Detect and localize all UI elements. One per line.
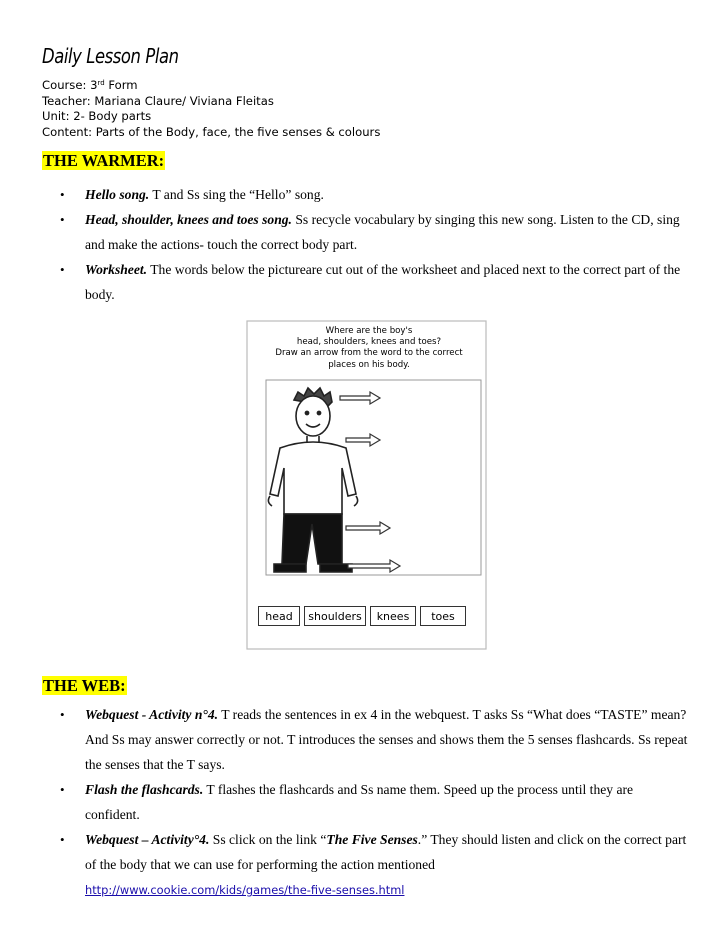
item-text: .” They should listen and click on the correct part of the body that we can use for performing the action mentioned <box>85 832 687 872</box>
course-suffix: Form <box>104 78 138 92</box>
word-toes: toes <box>420 606 466 626</box>
item-title: Hello song. <box>85 187 150 202</box>
worksheet-question-line: Draw an arrow from the word to the correct <box>275 348 463 359</box>
item-text: Ss recycle vocabulary by singing this new song. Listen to the CD, sing and make the actions- touch the correct body part. <box>85 212 680 252</box>
item-title: Flash the flashcards. <box>85 782 204 797</box>
web-list <box>60 702 690 903</box>
list-item <box>60 777 690 827</box>
teacher-line: Teacher: Mariana Claure/ Viviana Fleitas <box>42 93 274 108</box>
worksheet-image <box>244 318 489 652</box>
worksheet-question-line: places on his body. <box>328 359 410 370</box>
item-text: T flashes the flashcards and Ss name them. Speed up the process until they are confident. <box>85 782 634 822</box>
item-title: Worksheet. <box>85 262 148 277</box>
item-text: The words below the pictureare cut out of the worksheet and placed next to the correct part of the body. <box>85 262 681 302</box>
web-heading: THE WEB: <box>43 676 126 695</box>
page-title: Daily Lesson Plan <box>42 44 179 68</box>
item-emphasis: The Five Senses <box>326 832 418 847</box>
word-shoulders: shoulders <box>304 606 366 626</box>
item-title: Head, shoulder, knees and toes song. <box>85 212 292 227</box>
word-knees: knees <box>370 606 416 626</box>
list-item <box>60 257 690 307</box>
lesson-meta <box>42 76 380 140</box>
course-text: Course: 3 <box>42 78 98 92</box>
list-item <box>60 182 690 207</box>
word-head: head <box>258 606 300 626</box>
list-item <box>60 207 690 257</box>
course-line <box>42 76 380 94</box>
item-text: Ss click on the link “ <box>209 832 327 847</box>
item-text: T reads the sentences in ex 4 in the webquest. T asks Ss “What does “TASTE” mean? And Ss may answer correctly or not. T introduces the senses and shows them the 5 senses flashcards. Ss repeat the senses that the T says. <box>85 707 688 772</box>
unit-line: Unit: 2- Body parts <box>42 109 152 123</box>
item-title: Webquest - Activity n°4. <box>85 707 219 722</box>
item-title: Webquest – Activity°4. <box>85 832 210 847</box>
warmer-heading: THE WARMER: <box>43 151 165 170</box>
worksheet-question-line: head, shoulders, knees and toes? <box>296 337 442 348</box>
list-item <box>60 827 690 903</box>
course-sup: rd <box>97 79 105 87</box>
worksheet-instructions <box>274 326 464 371</box>
warmer-list <box>60 182 690 307</box>
five-senses-link[interactable]: http://www.cookie.com/kids/games/the-five-senses.html <box>85 883 405 897</box>
item-text: T and Ss sing the “Hello” song. <box>149 187 324 202</box>
worksheet-question-line: Where are the boy's <box>325 326 413 336</box>
content-line: Content: Parts of the Body, face, the five senses & colours <box>42 124 381 139</box>
list-item <box>60 702 690 777</box>
